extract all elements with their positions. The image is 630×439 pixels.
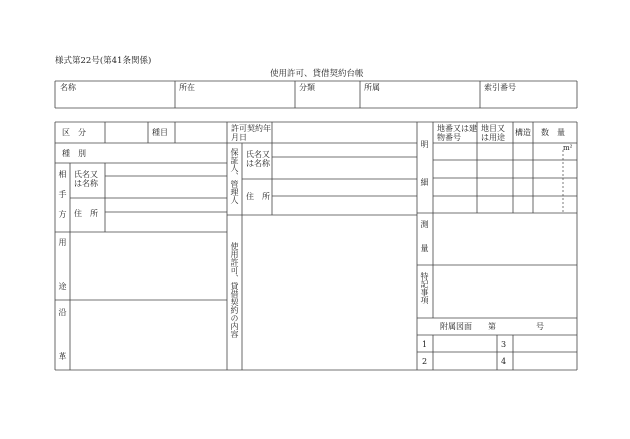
unit-label: m²: [563, 144, 573, 152]
structure-label: 構造: [515, 128, 531, 137]
classification-label: 分類: [299, 83, 315, 92]
location-label: 所在: [179, 83, 195, 92]
index-number-label: 索引番号: [484, 83, 516, 92]
lot-number-label: 地番又は建物番号: [437, 124, 477, 142]
drawing-row-1: 1: [422, 340, 428, 349]
guarantor-name-label: 氏名又は名称: [246, 150, 270, 168]
quantity-label: 数 量: [541, 128, 565, 137]
affiliation-label: 所属: [364, 83, 380, 92]
party-name-label: 氏名又は名称: [74, 170, 98, 188]
kind-label: 種目: [152, 128, 168, 137]
name-label: 名称: [60, 83, 76, 92]
permit-details-label: 使用許可、貸借契約の内容: [230, 242, 239, 338]
history-label: 沿革: [58, 308, 67, 396]
land-use-label: 地目又は用途: [481, 124, 505, 142]
survey-label: 測量: [420, 220, 429, 268]
attached-drawing-label: 附属図面 第 号: [440, 322, 544, 331]
main-box-lines: [55, 122, 577, 396]
permit-date-label: 許可契約年月日: [231, 124, 271, 142]
type-label: 種 別: [62, 149, 86, 158]
party-address-label: 住 所: [74, 209, 98, 218]
drawing-row-3: 3: [501, 340, 507, 349]
category-label: 区 分: [62, 128, 86, 137]
usage-label: 用途: [58, 238, 67, 326]
form-number: 様式第22号(第41条関係): [55, 56, 152, 66]
counterparty-label: 相手方: [58, 170, 67, 230]
remarks-label: 特記事項: [420, 272, 429, 304]
form-title: 使用許可、貸借契約台帳: [270, 69, 364, 79]
details-label: 明細: [420, 140, 429, 216]
guarantor-label: 保証人、管理人: [230, 148, 239, 204]
drawing-row-4: 4: [501, 357, 507, 366]
drawing-row-2: 2: [422, 357, 428, 366]
guarantor-address-label: 住 所: [246, 192, 270, 201]
